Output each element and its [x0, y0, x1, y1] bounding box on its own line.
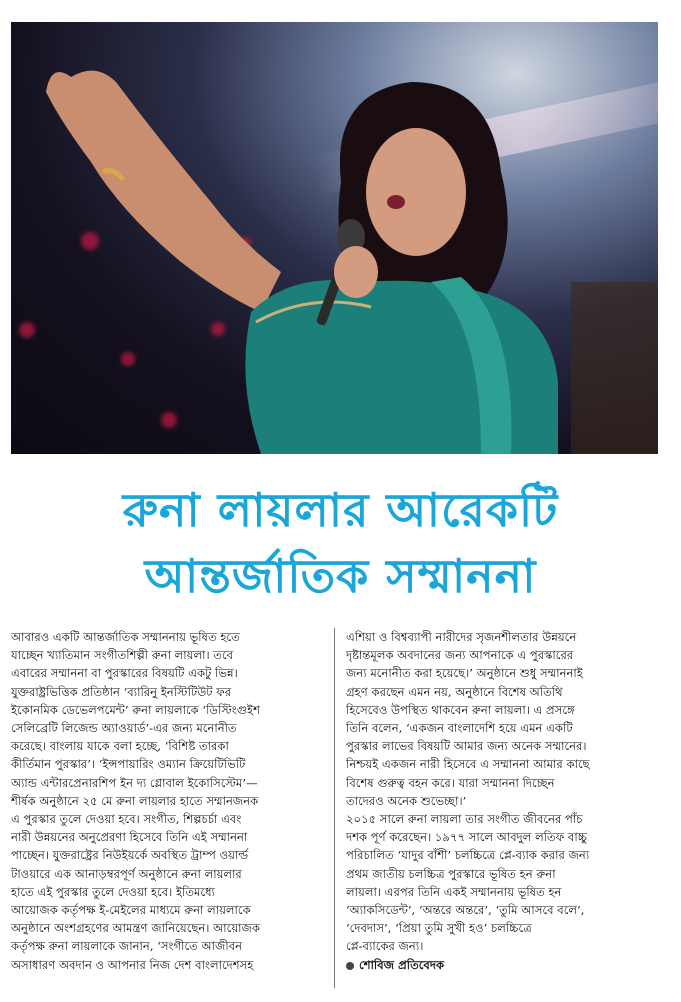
article-line: যাচ্ছেন খ্যাতিমান সংগীতশিল্পী রুনা লায়লা। তবে [11, 648, 234, 663]
column-divider [334, 628, 335, 988]
article-line: ‘অ্যাকসিডেন্ট’, ‘অন্তরে অন্তরে’, ‘তুমি আসবে বলে’, [346, 903, 585, 918]
byline [346, 956, 664, 974]
article-line: বিশেষ গুরুত্ব বহন করে। যারা সম্মাননা দিচ্ছেন [346, 775, 555, 790]
article-line: অনুষ্ঠানে অংশগ্রহণের আমন্ত্রণ জানিয়েছেন। আয়োজক [11, 921, 260, 936]
article-line: অ্যান্ড এন্টারপ্রেনারশিপ ইন দ্য গ্লোবাল ইকোসিস্টেম’— [11, 775, 258, 790]
article-line: দৃষ্টান্তমূলক অবদানের জন্য আপনাকে এ পুরস্কারের [346, 648, 574, 663]
article-line: এশিয়া ও বিশ্বব্যাপী নারীদের সৃজনশীলতার উন্নয়নে [346, 630, 577, 644]
article-line: এবারের সম্মাননা বা পুরস্কারের বিষয়টি একটু ভিন্ন। [11, 666, 238, 681]
singer-photo [11, 22, 658, 454]
article-line: দশক পূর্ণ করেছেন। ১৯৭৭ সালে আবদুল লতিফ বাচ্চু [346, 830, 588, 845]
article-line: সেলিব্রেটি লিজেন্ড অ্যাওয়ার্ড’-এর জন্য মনোনীত [11, 721, 237, 736]
article-line: নিশ্চয়ই একজন নারী হিসেবে এ সম্মাননা আমার কাছে [346, 757, 590, 772]
article-line: কীর্তিমান পুরস্কার’। ‘ইন্সপায়ারিং ওম্যান ক্রিয়েটিভিটি [11, 757, 246, 772]
article-line: ‘দেবদাস’, ‘প্রিয়া তুমি সুখী হও’ চলচ্চিত্রে [346, 921, 532, 936]
article-line: হাতে এই পুরস্কার তুলে দেওয়া হবে। ইতিমধ্যে [11, 884, 215, 899]
headline-line-1: রুনা লায়লার আরেকটি [122, 483, 559, 537]
article-line: আবারও একটি আন্তর্জাতিক সম্মাননায় ভূষিত হতে [11, 630, 240, 644]
article-line: অসাধারণ অবদান ও আপনার নিজ দেশ বাংলাদেশসহ [11, 957, 254, 972]
article-line: শীর্ষক অনুষ্ঠানে ২৫ মে রুনা লায়লার হাতে সম্মানজনক [11, 793, 259, 808]
article-line: জন্য মনোনীত করা হয়েছে।’ অনুষ্ঠানে শুধু সম্মাননাই [346, 666, 583, 681]
article-line: ২০১৫ সালে রুনা লায়লা তার সংগীত জীবনের পাঁচ [346, 812, 583, 827]
article-line: প্রথম জাতীয় চলচ্চিত্র পুরস্কারে ভূষিত হন রুনা [346, 866, 556, 881]
article-line: কর্তৃপক্ষ রুনা লায়লাকে জানান, ‘সংগীতে আজীবন [11, 939, 243, 954]
article-line: হিসেবেও উপস্থিত থাকবেন রুনা লায়লা। এ প্রসঙ্গে [346, 702, 575, 717]
article-line: এ পুরস্কার তুলে দেওয়া হবে। সংগীত, শিল্পচর্চা এবং [11, 812, 242, 827]
article-line: প্লে-ব্যাকের জন্য। [346, 939, 424, 954]
article-line: আয়োজক কর্তৃপক্ষ ই-মেইলের মাধ্যমে রুনা লায়লাকে [11, 903, 251, 918]
article-column-1 [11, 628, 326, 974]
article-line: যুক্তরাষ্ট্রভিত্তিক প্রতিষ্ঠান ‘ব্যারিনু ইনস্টিটিউট ফর [11, 684, 232, 699]
byline-text: শোবিজ প্রতিবেদক [359, 957, 445, 972]
article-line: তিনি বলেন, ‘একজন বাংলাদেশি হয়ে এমন একটি [346, 721, 573, 736]
article-line: ইকোনমিক ডেভেলপমেন্ট’ রুনা লায়লাকে ‘ডিস্টিংগুইশ [11, 702, 260, 717]
article-line: করেছে। বাংলায় যাকে বলা হচ্ছে, ‘বিশিষ্ট তারকা [11, 739, 229, 754]
article-line: পরিচালিত ‘যাদুর বাঁশী’ চলচ্চিত্রে প্লে-ব্যাক করার জন্য [346, 848, 590, 863]
article-line: নারী উন্নয়নের অনুপ্রেরণা হিসেবে তিনি এই সম্মাননা [11, 830, 248, 845]
article-line: গ্রহণ করছেন এমন নয়, অনুষ্ঠানে বিশেষ অতিথি [346, 684, 563, 699]
article-line: পুরস্কার লাভের বিষয়টি আমার জন্য অনেক সম্মানের। [346, 739, 587, 754]
bullet-icon [346, 962, 354, 970]
article-line: টাওয়ারে এক আনাড়ম্বরপূর্ণ অনুষ্ঠানে রুনা লায়লার [11, 866, 242, 881]
article-line: লায়লা। এরপর তিনি একই সম্মাননায় ভূষিত হন [346, 884, 562, 899]
article-column-2 [346, 628, 664, 974]
headline-line-2: আন্তর্জাতিক সম্মাননা [144, 549, 537, 603]
article-line: তাদেরও অনেক শুভেচ্ছা।’ [346, 793, 467, 808]
article-line: পাচ্ছেন। যুক্তরাষ্ট্রের নিউইয়র্কে অবস্থিত ট্রাম্প ওয়ার্ল্ড [11, 848, 249, 863]
